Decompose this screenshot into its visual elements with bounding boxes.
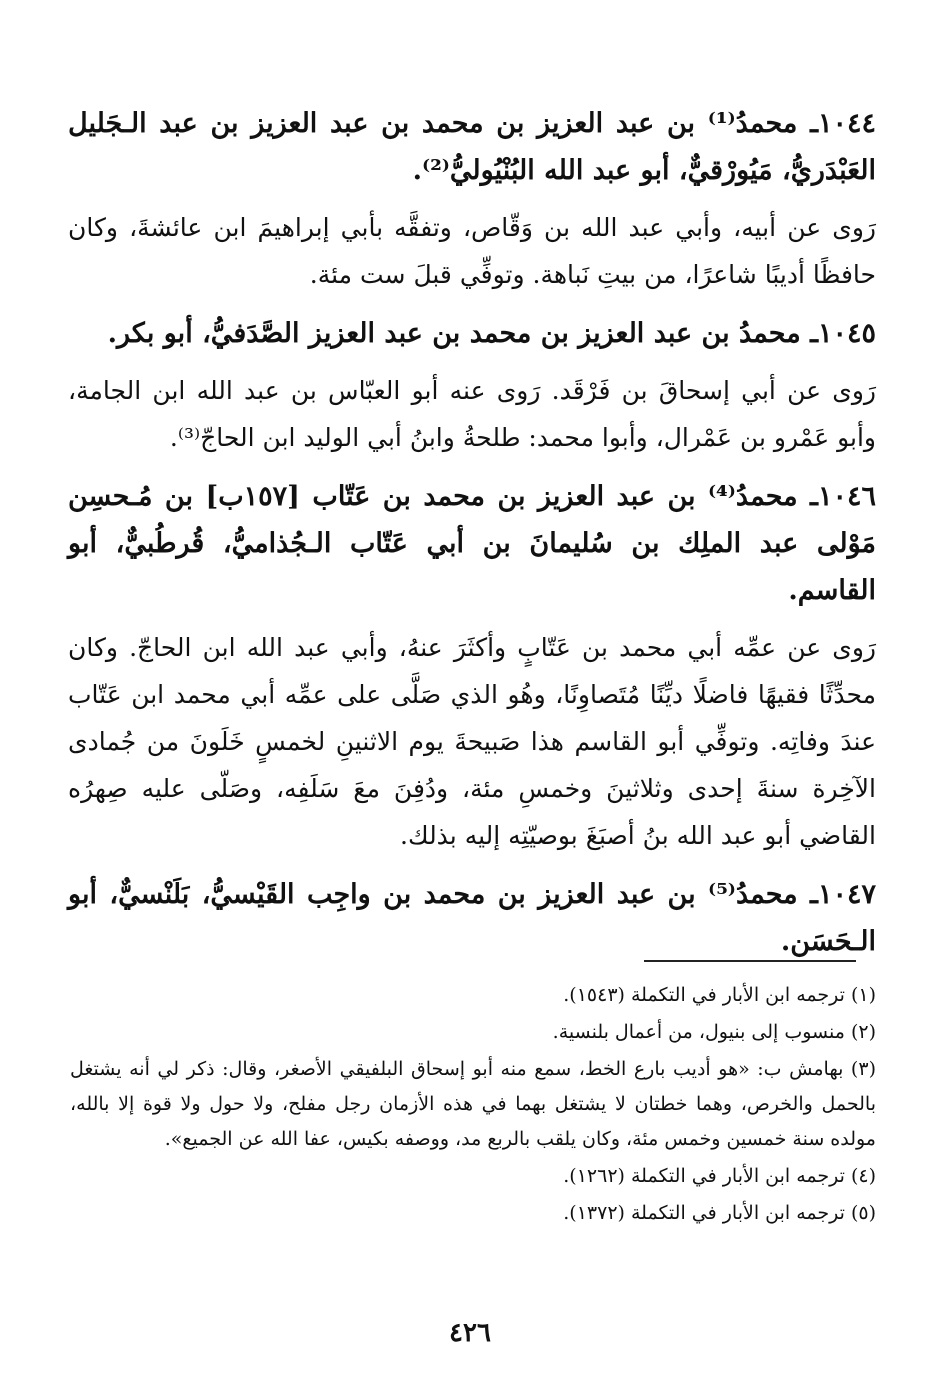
entry-heading-1044: ١٠٤٤ـ محمدُ⁽¹⁾ بن عبد العزيز بن محمد بن عبد العزيز بن عبد الـجَليل العَبْدَريُّ، مَيُورْقيٌّ، أبو عبد الله البُنْيُوليُّ⁽²⁾. — [68, 108, 876, 186]
entry-body-1045: رَوى عن أبي إسحاقَ بن فَرْقَد. رَوى عنه أبو العبّاس بن عبد الله ابن الجامة، وأبو عَمْرو بن عَمْرال، وأبوا محمد: طلحةُ وابنُ أبي الوليد ابن الحاجّ⁽³⁾. — [68, 376, 876, 452]
footnote-1: (١) ترجمه ابن الأبار في التكملة (١٥٤٣). — [563, 984, 876, 1006]
footnotes — [70, 978, 876, 1233]
main-text — [68, 100, 876, 975]
footnote-4: (٤) ترجمه ابن الأبار في التكملة (١٢٦٢). — [563, 1165, 876, 1187]
entry-heading-1045: ١٠٤٥ـ محمدُ بن عبد العزيز بن محمد بن عبد العزيز الصَّدَفيُّ، أبو بكر. — [107, 318, 876, 349]
footnote-5: (٥) ترجمه ابن الأبار في التكملة (١٣٧٢). — [563, 1202, 876, 1224]
footnote-2: (٢) منسوب إلى بنيول، من أعمال بلنسية. — [552, 1021, 876, 1043]
page-number: ٤٢٦ — [449, 1318, 491, 1348]
entry-heading-1046: ١٠٤٦ـ محمدُ⁽⁴⁾ بن عبد العزيز بن محمد بن عَتّاب [١٥٧ب] بن مُـحسِن مَوْلى عبد الملِك بن سُليمانَ بن أبي عَتّاب الـجُذاميُّ، قُرطُبيٌّ، أبو القاسم. — [68, 481, 876, 606]
entry-body-1046: رَوى عن عمِّه أبي محمد بن عَتّابٍ وأكثَرَ عنهُ، وأبي عبد الله ابن الحاجّ. وكان محدِّثًا فقيهًا فاضلًا ديِّنًا مُتَصاوِنًا، وهُو الذي صَلَّى على عمِّه أبي محمد ابن عَتّاب عندَ وفاتِه. وتوفِّي أبو القاسم هذا صَبيحةَ يوم الاثنينِ لخمسٍ خَلَونَ من جُمادى الآخِرة سنةَ إحدى وثلاثينَ وخمسِ مئة، ودُفِنَ معَ سَلَفِه، وصَلّى عليه صِهرُه القاضي أبو عبد الله بنُ أصبَغَ بوصيّتِه إليه بذلك. — [68, 633, 876, 850]
footnote-separator — [644, 960, 856, 962]
footnote-3: (٣) بهامش ب: «هو أديب بارع الخط، سمع منه أبو إسحاق البلفيقي الأصغر، وقال: ذكر لي أنه يشتغل بالحمل والخرص، وهما خطتان لا يشتغل بهما في هذه الأزمان رجل مفلح، ولا حول ولا قوة إلا بالله، مولده سنة خمسين وخمس مئة، وكان يلقب بالربع مد، ووصفه بكيس، عفا الله عن الجميع». — [70, 1058, 876, 1150]
entry-body-1044: رَوى عن أبيه، وأبي عبد الله بن وَقّاص، وتفقَّه بأبي إبراهيمَ ابن عائشةَ، وكان حافظًا أديبًا شاعرًا، من بيتِ نَباهة. وتوفِّي قبلَ ست مئة. — [68, 213, 876, 289]
entry-heading-1047: ١٠٤٧ـ محمدُ⁽⁵⁾ بن عبد العزيز بن محمد بن واجِب القَيْسيُّ، بَلَنْسيٌّ، أبو الـحَسَن. — [68, 879, 876, 957]
